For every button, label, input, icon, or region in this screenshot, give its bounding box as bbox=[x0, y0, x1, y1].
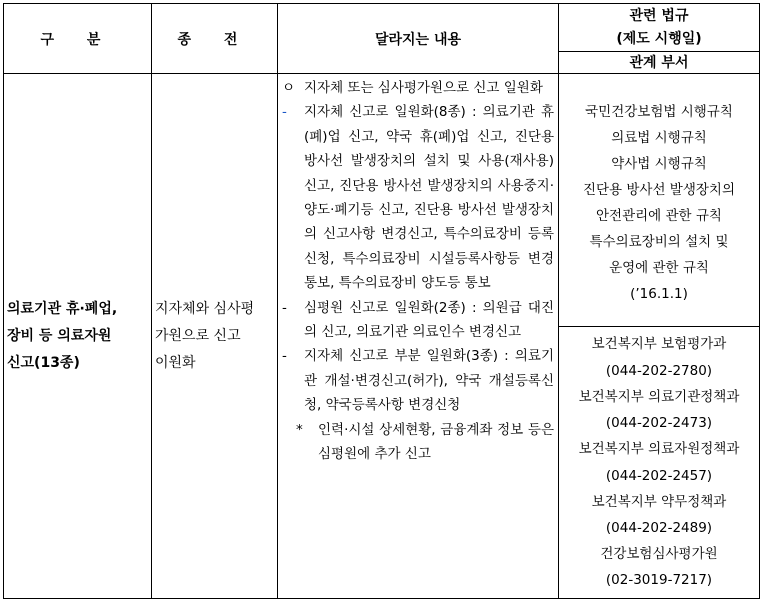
department-name: 보건복지부 의료기관정책과 bbox=[578, 388, 740, 405]
department-name: 보건복지부 약무정책과 bbox=[591, 493, 727, 510]
change-item-partial bbox=[282, 344, 554, 417]
change-note-text: 인력·시설 상세현황, 금융계좌 정보 등은 심평원에 추가 신고 bbox=[318, 421, 554, 463]
previous-line-2 bbox=[155, 323, 277, 350]
previous-line-2-text: 가원으로 신고 bbox=[155, 327, 241, 344]
category-line-3: 신고(13종) bbox=[7, 354, 80, 371]
asterisk-icon: * bbox=[296, 421, 303, 438]
effective-date: (’16.1.1) bbox=[630, 286, 688, 302]
change-note bbox=[282, 418, 554, 467]
dash-bullet-icon: - bbox=[282, 299, 287, 316]
law-item: 진단용 방사선 발생장치의 bbox=[582, 182, 736, 198]
previous-line-3: 이원화 bbox=[155, 354, 196, 371]
changes-cell bbox=[278, 74, 559, 599]
header-category bbox=[4, 4, 152, 74]
change-item-local bbox=[282, 100, 554, 295]
change-item-main bbox=[282, 76, 554, 100]
header-changes-label: 달라지는 내용 bbox=[374, 31, 462, 48]
law-item: 약사법 시행규칙 bbox=[611, 156, 707, 172]
change-text: 심평원 신고로 일원화(2종) : 의원급 대진의 신고, 의료기관 의료인수 변경신고 bbox=[304, 299, 554, 341]
law-item: 국민건강보험법 시행규칙 bbox=[585, 104, 733, 120]
category-line-1: 의료기관 휴·폐업, bbox=[7, 300, 118, 317]
category-cell bbox=[4, 74, 152, 599]
header-previous bbox=[152, 4, 278, 74]
previous-cell bbox=[152, 74, 278, 599]
change-text: 지자체 신고로 부분 일원화(3종) : 의료기관 개설·변경신고(허가), 약국 개설등록신청, 약국등록사항 변경신청 bbox=[304, 348, 554, 414]
department-phone: (044-202-2489) bbox=[605, 519, 713, 536]
law-item: 의료법 시행규칙 bbox=[611, 130, 707, 146]
header-laws-line1: 관련 법규 bbox=[629, 8, 689, 24]
header-category-label: 구 분 bbox=[40, 31, 115, 48]
department-name: 건강보험심사평가원 bbox=[600, 546, 718, 563]
laws-departments-cell bbox=[559, 74, 760, 599]
dash-bullet-icon: - bbox=[282, 104, 287, 121]
regulation-table bbox=[3, 3, 760, 599]
category-line-2: 장비 등 의료자원 bbox=[7, 327, 112, 344]
law-item: 안전관리에 관한 규칙 bbox=[596, 208, 722, 224]
department-phone: (044-202-2473) bbox=[605, 415, 713, 432]
change-text: 지자체 신고로 일원화(8종) : 의료기관 휴(폐)업 신고, 약국 휴(폐)업 신고, 진단용 방사선 발생장치의 설치 및 사용(재사용) 신고, 진단용 방사선 발생장치의 사용중지·양도·폐기등 신고, 진단용 방사선 발생장치의 신고사항 변경신고, 특수의료장비 등록신청, 특수의료장비 시설등록사항등 변경통보, 특수의료장비 양도등 통보 bbox=[304, 104, 554, 292]
departments-list bbox=[559, 326, 759, 598]
department-name: 보건복지부 의료자원정책과 bbox=[578, 441, 740, 458]
dash-bullet-icon: - bbox=[282, 348, 287, 365]
law-item: 특수의료장비의 설치 및 bbox=[589, 234, 729, 250]
department-phone: (044-202-2457) bbox=[605, 467, 713, 484]
header-laws-label bbox=[559, 4, 759, 51]
header-laws-line2: (제도 시행일) bbox=[616, 31, 702, 47]
header-changes bbox=[278, 4, 559, 74]
department-name: 보건복지부 보험평가과 bbox=[591, 336, 727, 353]
header-laws bbox=[559, 4, 760, 74]
change-text: 지자체 또는 심사평가원으로 신고 일원화 bbox=[304, 80, 543, 96]
laws-list bbox=[559, 74, 759, 326]
previous-line-1: 지자체와 심사평 bbox=[155, 300, 255, 317]
change-item-hira bbox=[282, 296, 554, 345]
department-phone: (044-202-2780) bbox=[605, 362, 713, 379]
circle-bullet-icon: ㅇ bbox=[282, 80, 296, 96]
header-departments-label: 관계 부서 bbox=[559, 51, 759, 73]
law-item: 운영에 관한 규칙 bbox=[609, 260, 709, 276]
header-previous-label: 종 전 bbox=[177, 31, 252, 48]
department-phone: (02-3019-7217) bbox=[605, 572, 713, 589]
